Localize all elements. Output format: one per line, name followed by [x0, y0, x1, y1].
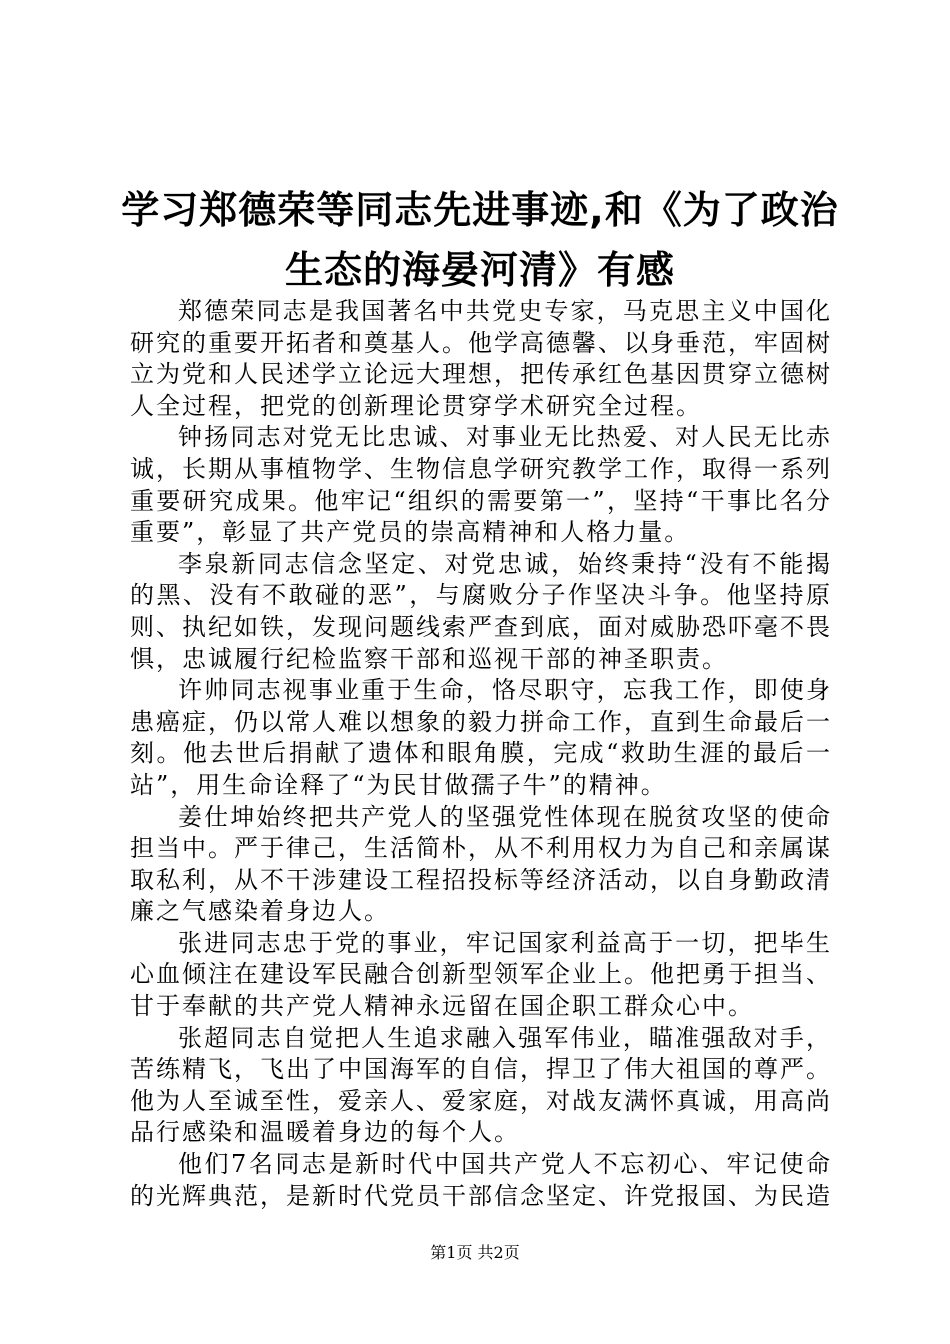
- document-body: [130, 296, 832, 1212]
- paragraph-zhong-yang: 钟扬同志对党无比忠诚、对事业无比热爱、对人民无比赤诚，长期从事植物学、生物信息学研究教学工作，取得一系列重要研究成果。他牢记“组织的需要第一”，坚持“干事比名分重要”，彰显了共产党员的崇高精神和人格力量。: [130, 423, 832, 547]
- paragraph-zheng-derong: 郑德荣同志是我国著名中共党史专家，马克思主义中国化研究的重要开拓者和奠基人。他学高德馨、以身垂范，牢固树立为党和人民述学立论远大理想，把传承红色基因贯穿立德树人全过程，把党的创新理论贯穿学术研究全过程。: [130, 297, 832, 420]
- document-title: 学习郑德荣等同志先进事迹,和《为了政治生态的海晏河清》有感: [121, 188, 839, 292]
- paragraph-summary: 他们7名同志是新时代中国共产党人不忘初心、牢记使命的光辉典范，是新时代党员干部信念坚定、许党报国、为民造: [130, 1150, 832, 1210]
- paragraph-li-quanxin: 李泉新同志信念坚定、对党忠诚，始终秉持“没有不能揭的黑、没有不敢碰的恶”，与腐败分子作坚决斗争。他坚持原则、执纪如铁，发现问题线索严查到底，面对威胁恐吓毫不畏惧，忠诚履行纪检监察干部和巡视干部的神圣职责。: [130, 549, 832, 673]
- paragraph-zhang-jin: 张进同志忠于党的事业，牢记国家利益高于一切，把毕生心血倾注在建设军民融合创新型领军企业上。他把勇于担当、甘于奉献的共产党人精神永远留在国企职工群众心中。: [130, 928, 832, 1021]
- paragraph-jiang-shikun: 姜仕坤始终把共产党人的坚强党性体现在脱贫攻坚的使命担当中。严于律己，生活简朴，从不利用权力为自己和亲属谋取私利，从不干涉建设工程招投标等经济活动，以自身勤政清廉之气感染着身边人。: [130, 802, 832, 926]
- paragraph-xu-shuai: 许帅同志视事业重于生命，恪尽职守，忘我工作，即使身患癌症，仍以常人难以想象的毅力拼命工作，直到生命最后一刻。他去世后捐献了遗体和眼角膜，完成“救助生涯的最后一站”，用生命诠释了“为民甘做孺子牛”的精神。: [130, 676, 832, 799]
- paragraph-zhang-chao: 张超同志自觉把人生追求融入强军伟业，瞄准强敌对手，苦练精飞，飞出了中国海军的自信，捍卫了伟大祖国的尊严。他为人至诚至性，爱亲人、爱家庭，对战友满怀真诚，用高尚品行感染和温暖着身边的每个人。: [130, 1023, 832, 1147]
- page-footer: 第1页 共2页: [430, 1243, 520, 1262]
